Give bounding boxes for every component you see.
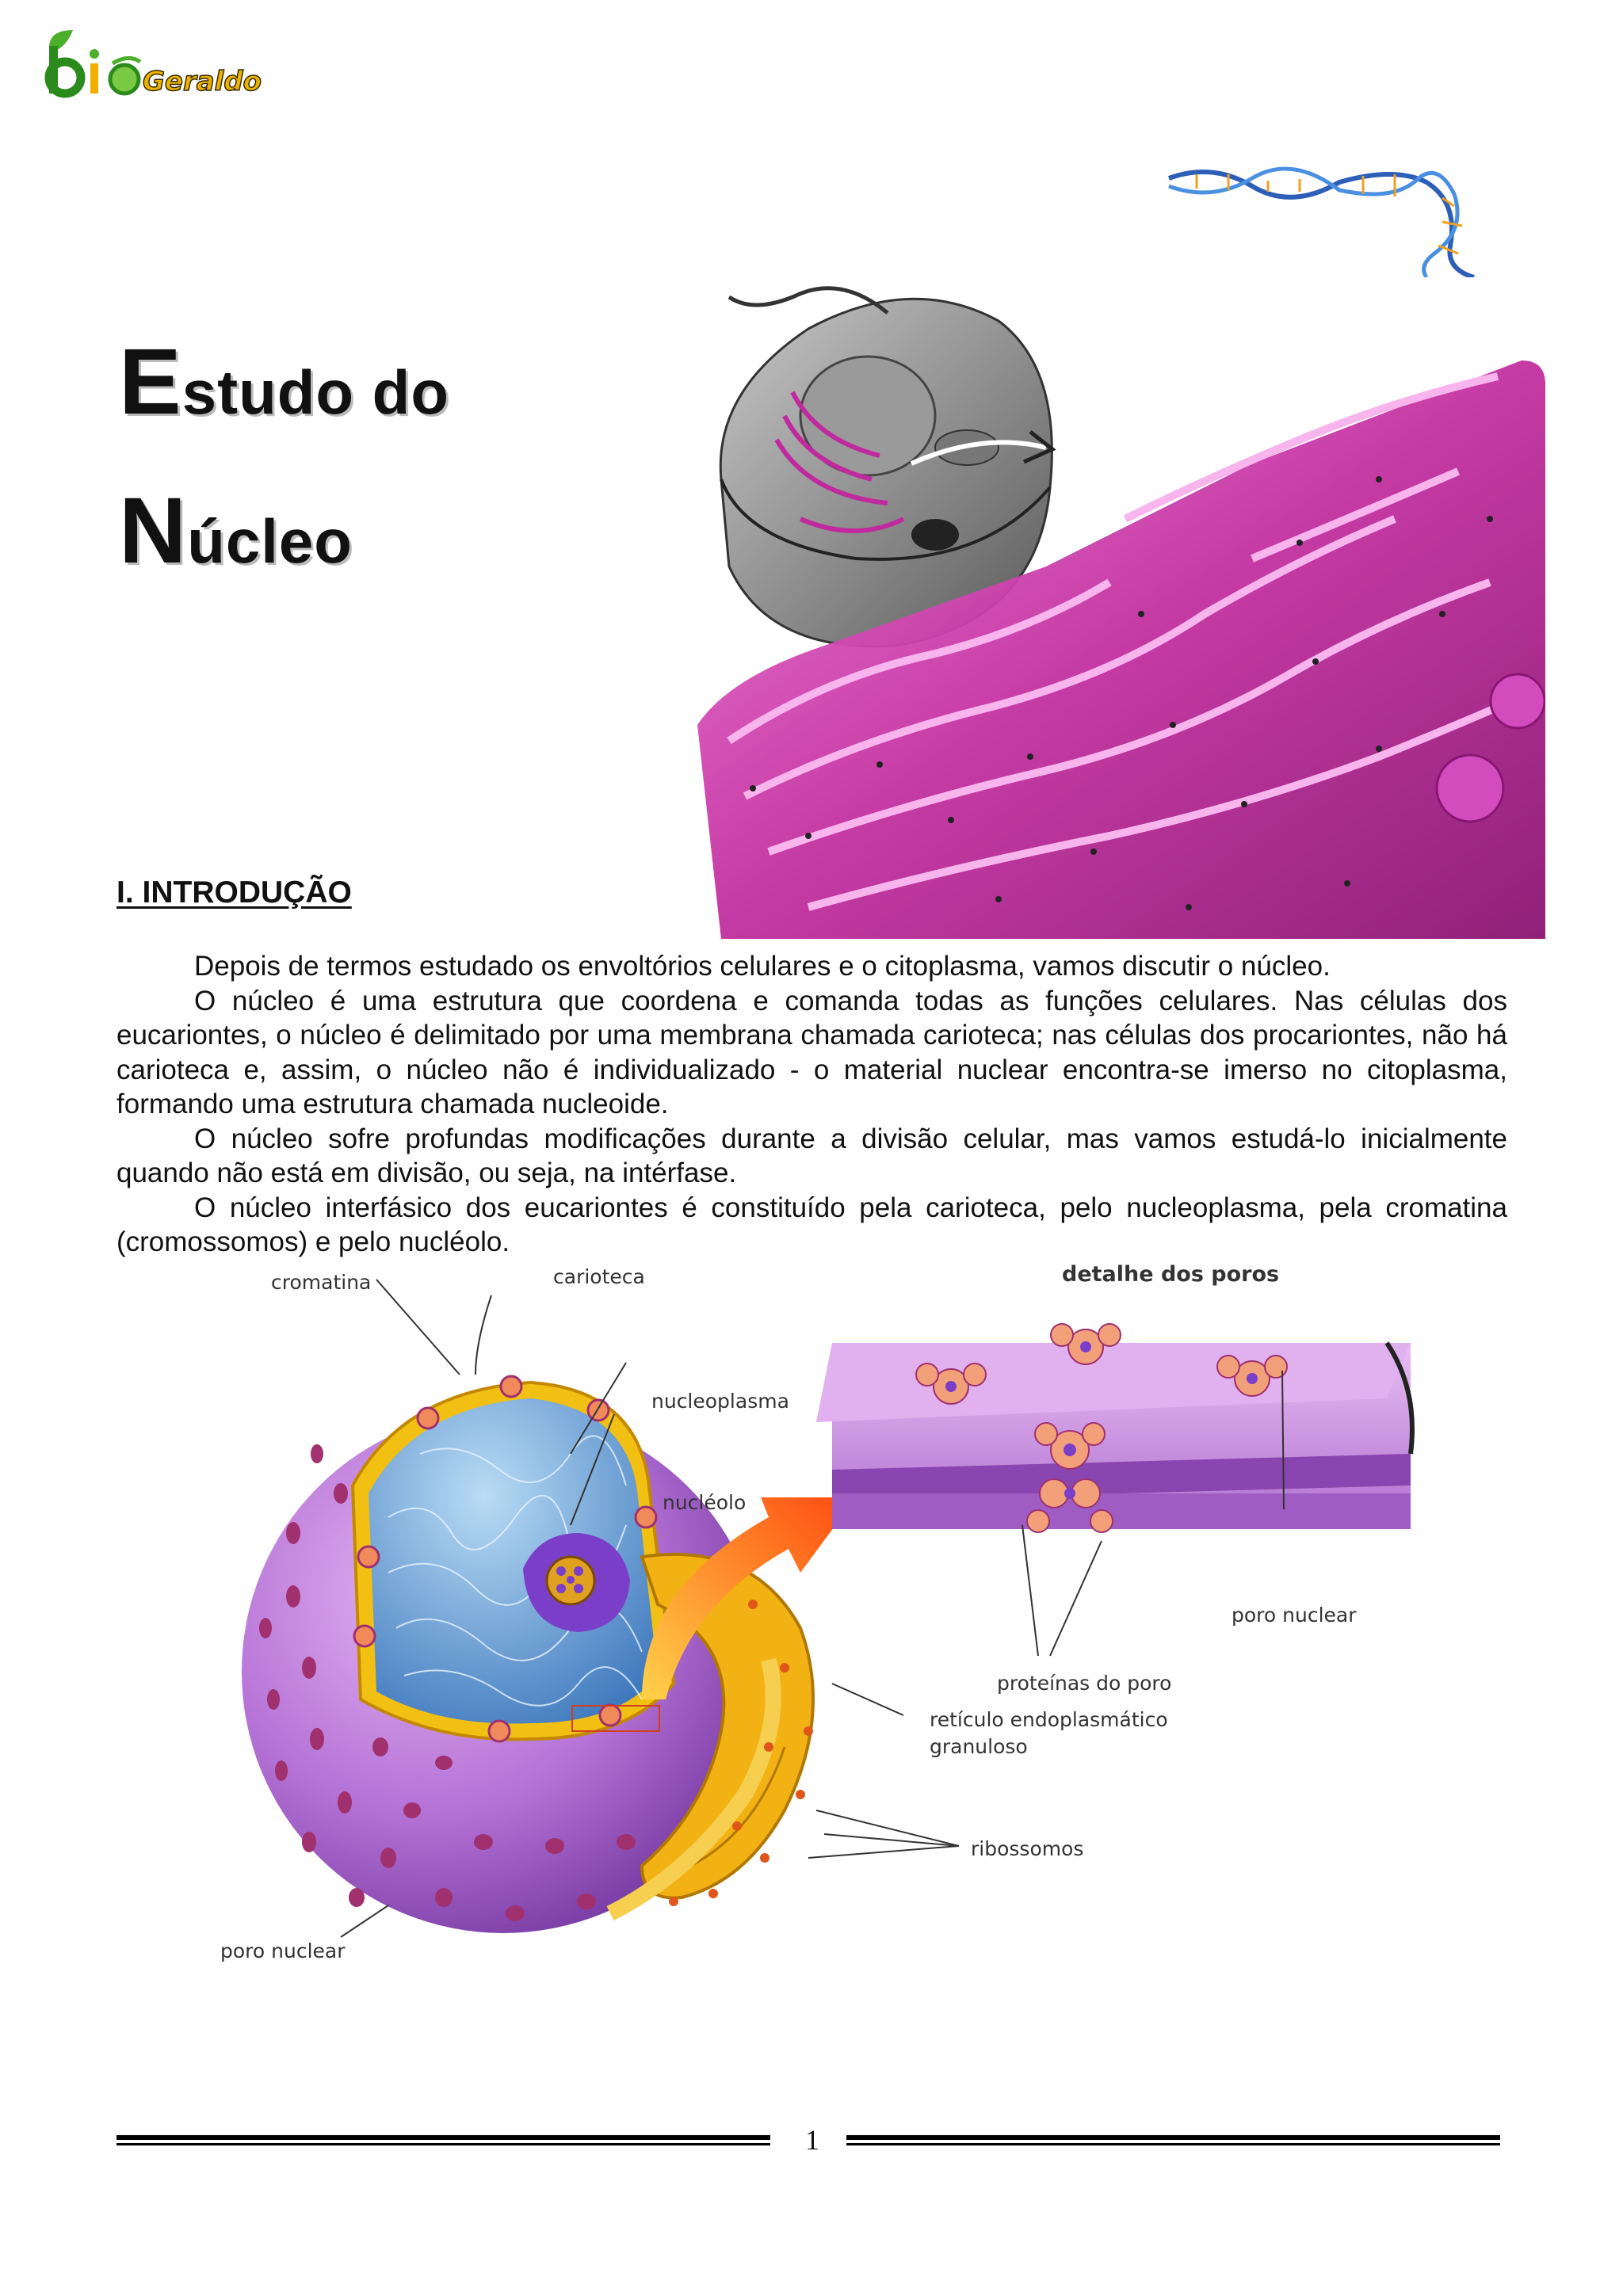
intro-paragraph-4: O núcleo interfásico dos eucariontes é constituído pela carioteca, pelo nucleoplasma, pela cromatina (cromossomos) e pelo nucléolo. (116, 1192, 1507, 1257)
intro-text (116, 949, 1507, 1260)
dna-helix-image (1165, 158, 1498, 277)
title-line-2-rest: úcleo (187, 506, 353, 576)
label-reticulo-2: granuloso (930, 1735, 1028, 1758)
title-line-1-cap: E (119, 330, 182, 434)
footer-rule-right (846, 2135, 1500, 2146)
intro-paragraph-3: O núcleo sofre profundas modificações durante a divisão celular, mas vamos estudá-lo inicialmente quando não está em divisão, ou seja, na intérfase. (116, 1123, 1507, 1188)
logo-text: Geraldo (143, 66, 262, 97)
page-number: 1 (805, 2124, 819, 2156)
title-line-2 (119, 462, 449, 611)
label-cromatina: cromatina (271, 1271, 372, 1294)
nucleus-diagram (198, 1256, 1434, 1969)
cell-er-illustration (697, 281, 1545, 939)
section-heading: I. INTRODUÇÃO (116, 875, 352, 910)
title-line-1 (119, 313, 449, 462)
intro-paragraph-2: O núcleo é uma estrutura que coordena e comanda todas as funções celulares. Nas células dos eucariontes, o núcleo é delimitado por uma membrana chamada carioteca; nas células dos procariontes, não há carioteca e, assim, o núcleo não é individualizado - o material nuclear encontra-se imerso no citoplasma, formando uma estrutura chamada nucleoide. (116, 985, 1507, 1119)
label-reticulo-1: retículo endoplasmático (930, 1708, 1168, 1731)
page-title (119, 313, 449, 611)
label-carioteca: carioteca (553, 1265, 645, 1288)
title-line-2-cap: N (119, 479, 188, 583)
footer-rule-left (116, 2135, 770, 2146)
label-nucleoplasma: nucleoplasma (651, 1390, 789, 1413)
title-line-1-rest: studo do (181, 357, 449, 427)
label-poro-nuclear-left: poro nuclear (220, 1939, 346, 1962)
label-detalhe-dos-poros: detalhe dos poros (1062, 1262, 1280, 1287)
label-poro-nuclear-right: poro nuclear (1232, 1604, 1357, 1627)
bio-geraldo-logo (41, 24, 342, 103)
label-proteinas-do-poro: proteínas do poro (997, 1672, 1172, 1695)
label-nucleolo: nucléolo (663, 1491, 747, 1514)
pore-detail-image (816, 1324, 1412, 1532)
leaf-bio-logo-icon (49, 30, 140, 93)
intro-paragraph-1: Depois de termos estudado os envoltórios celulares e o citoplasma, vamos discutir o núcleo. (194, 951, 1331, 982)
label-ribossomos: ribossomos (971, 1837, 1084, 1860)
